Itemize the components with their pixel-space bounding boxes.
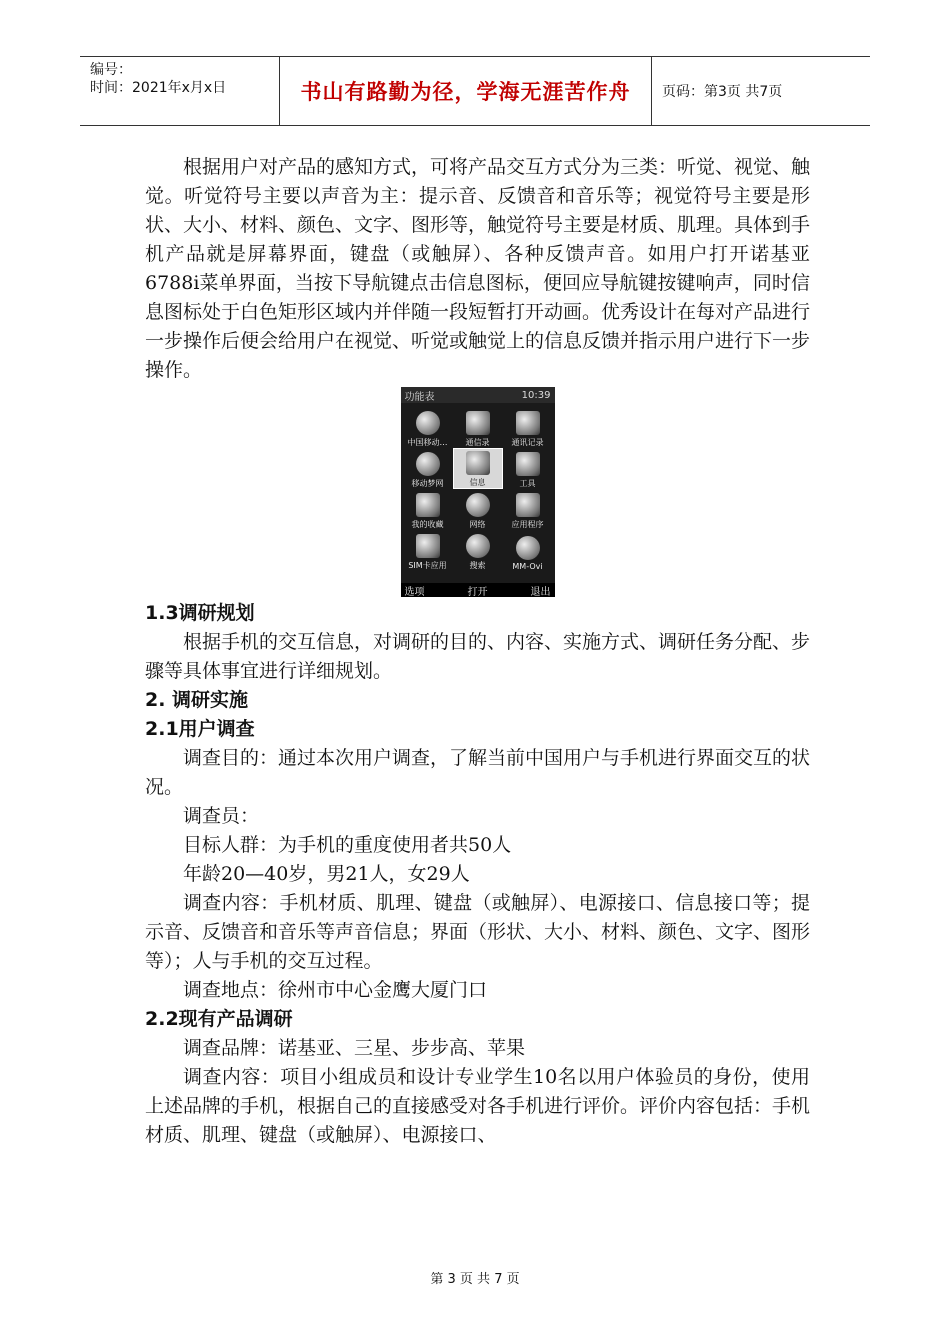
section-2-1-title: 2.1用户调查 bbox=[145, 718, 255, 740]
app-icon bbox=[416, 452, 440, 476]
phone-figure bbox=[145, 387, 810, 599]
page-footer: 第 3 页 共 7 页 bbox=[430, 1272, 520, 1287]
intro-paragraph: 根据用户对产品的感知方式，可将产品交互方式分为三类：听觉、视觉、触觉。听觉符号主要以声音为主：提示音、反馈音和音乐等；视觉符号主要是形状、大小、材料、颜色、文字、图形等，触觉符号主要是材质、肌理。具体到手机产品就是屏幕界面，键盘（或触屏）、各种反馈声音。如用户打开诺基亚6788i菜单界面，当按下导航键点击信息图标，便回应导航键按键响声，同时信息图标处于白色矩形区域内并伴随一段短暂打开动画。优秀设计在每对产品进行一步操作后便会给用户在视觉、听觉或触觉上的信息反馈并指示用户进行下一步操作。 bbox=[145, 156, 811, 381]
phone-app: 网络 bbox=[453, 489, 503, 530]
survey-content: 调查内容：手机材质、肌理、键盘（或触屏）、电源接口、信息接口等；提示音、反馈音和音乐等声音信息；界面（形状、大小、材料、颜色、文字、图形等）；人与手机的交互过程。 bbox=[145, 892, 811, 972]
number-label: 编号： bbox=[90, 62, 132, 78]
header-meta bbox=[80, 57, 280, 125]
phone-menu-screenshot bbox=[401, 387, 555, 597]
section-2-2-title: 2.2现有产品调研 bbox=[145, 1008, 293, 1030]
header-page-info: 页码：第3页 共7页 bbox=[662, 84, 783, 100]
phone-app: 应用程序 bbox=[503, 489, 553, 530]
survey-target: 目标人群：为手机的重度使用者共50人 bbox=[183, 834, 512, 856]
phone-app: 通讯记录 bbox=[503, 407, 553, 448]
message-icon bbox=[466, 451, 490, 475]
survey-purpose: 调查目的：通过本次用户调查，了解当前中国用户与手机进行界面交互的状况。 bbox=[145, 747, 811, 798]
phone-app: SIM卡应用 bbox=[403, 530, 453, 571]
folder-icon bbox=[416, 493, 440, 517]
product-brands: 调查品牌：诺基亚、三星、步步高、苹果 bbox=[183, 1037, 526, 1059]
phone-app-grid bbox=[401, 403, 555, 571]
globe-icon bbox=[466, 493, 490, 517]
section-1-3-title: 1.3调研规划 bbox=[145, 602, 255, 624]
survey-age: 年龄20—40岁，男21人，女29人 bbox=[183, 863, 470, 885]
phone-status-bar bbox=[401, 387, 555, 403]
phone-app: 中国移动… bbox=[403, 407, 453, 448]
search-icon bbox=[466, 534, 490, 558]
phone-app-selected: 信息 bbox=[453, 448, 503, 489]
phone-softkeys bbox=[401, 583, 555, 597]
app-icon bbox=[516, 536, 540, 560]
page-header bbox=[80, 56, 870, 126]
app-icon bbox=[416, 411, 440, 435]
section-1-3-body: 根据手机的交互信息，对调研的目的、内容、实施方式、调研任务分配、步骤等具体事宜进行详细规划。 bbox=[145, 631, 811, 682]
app-icon bbox=[466, 411, 490, 435]
phone-title: 功能表 bbox=[404, 391, 435, 403]
app-icon bbox=[516, 452, 540, 476]
softkey-center: 打开 bbox=[467, 587, 488, 598]
softkey-right: 退出 bbox=[530, 587, 551, 598]
survey-staff: 调查员： bbox=[183, 805, 260, 827]
document-body bbox=[145, 153, 810, 1150]
phone-app: 我的收藏 bbox=[403, 489, 453, 530]
header-motto: 书山有路勤为径，学海无涯苦作舟 bbox=[280, 57, 652, 125]
app-icon bbox=[516, 493, 540, 517]
phone-app: 搜索 bbox=[453, 530, 503, 571]
phone-app: MM-Ovi bbox=[503, 530, 553, 571]
phone-app: 移动梦网 bbox=[403, 448, 453, 489]
sim-icon bbox=[416, 534, 440, 558]
survey-place: 调查地点：徐州市中心金鹰大厦门口 bbox=[183, 979, 488, 1001]
product-content: 调查内容：项目小组成员和设计专业学生10名以用户体验员的身份，使用上述品牌的手机，根据自己的直接感受对各手机进行评价。评价内容包括：手机材质、肌理、键盘（或触屏）、电源接口、 bbox=[145, 1066, 811, 1146]
phone-app: 通信录 bbox=[453, 407, 503, 448]
date-label: 时间：2021年x月x日 bbox=[90, 80, 227, 96]
softkey-left: 选项 bbox=[404, 587, 425, 598]
phone-time: 10:39 bbox=[521, 389, 551, 401]
app-icon bbox=[516, 411, 540, 435]
phone-app: 工具 bbox=[503, 448, 553, 489]
section-2-title: 2. 调研实施 bbox=[145, 689, 249, 711]
